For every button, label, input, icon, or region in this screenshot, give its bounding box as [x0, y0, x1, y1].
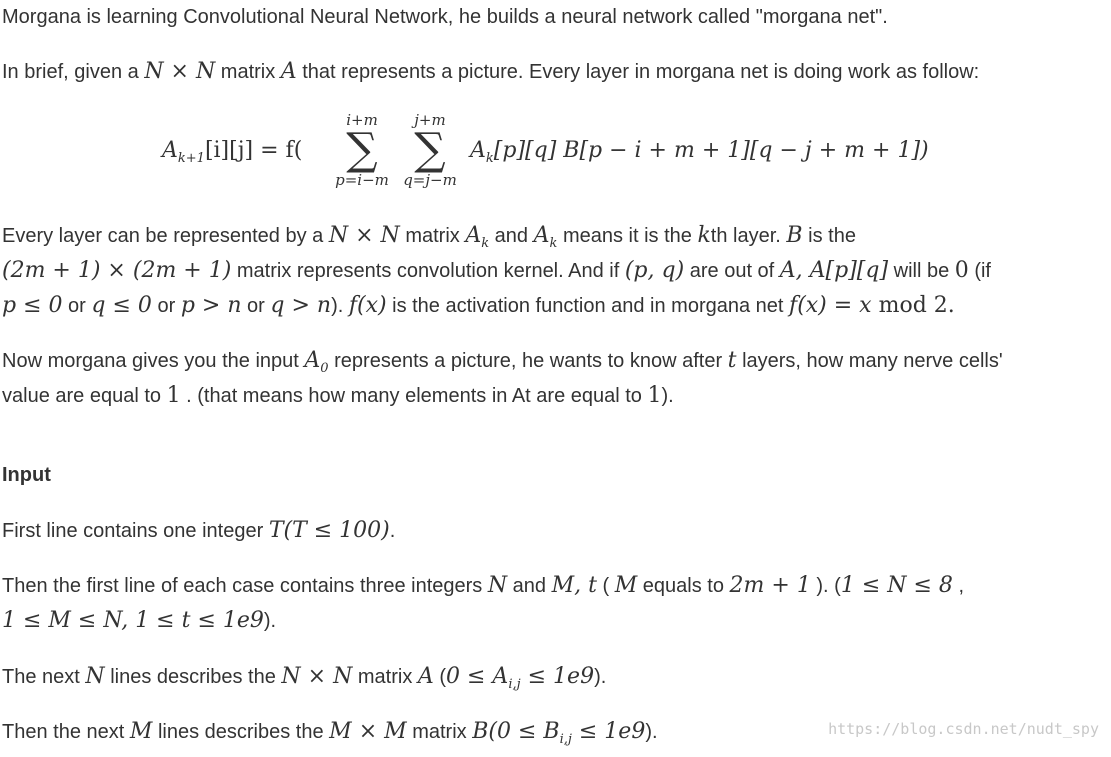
brief-text: In brief, given a N × N matrix A that represents a picture. Every layer in morgana net is doing work as follow:: [2, 59, 980, 84]
sum-j: j+m ∑ q=j−m: [403, 111, 457, 189]
formula-lhs: $A_{k+1}[i][j] = f$(: [162, 138, 303, 166]
sum-i: i+m ∑ p=i−m: [335, 111, 389, 189]
formula-rhs: $A_k[p][q] B[p - i + m + 1][q - j + m + 1]$): [470, 138, 929, 166]
source-watermark: https://blog.csdn.net/nudt_spy: [828, 720, 1099, 738]
goal-line-2: value are equal to 1 . (that means how many elements in At are equal to 1).: [2, 383, 674, 408]
input-heading: Input: [2, 464, 51, 486]
input-line-3: The next N lines describes the N × N matrix A $(0 \le A_{i,j} \le 1e9)$.: [2, 664, 607, 692]
goal-line-1: Now morgana gives you the input $A_0$ represents a picture, he wants to know after t layers, how many nerve cells': [2, 348, 1003, 376]
layer-description-1: Every layer can be represented by a N × N matrix $A_k$ and $A_k$ means it is the kth layer. B is the: [2, 223, 856, 251]
layer-description-3: p ≤ 0 or q ≤ 0 or p > n or q > n). f(x) is the activation function and in morgana net f(x) = x mod 2.: [2, 293, 955, 318]
layer-description-2: (2m + 1) × (2m + 1) matrix represents convolution kernel. And if (p, q) are out of A, A[p][q] will be 0 (if: [2, 258, 991, 283]
input-line-1: First line contains one integer T(T ≤ 100).: [2, 518, 396, 543]
convolution-formula: [162, 112, 962, 196]
intro-text: Morgana is learning Convolutional Neural Network, he builds a neural network called "morgana net".: [2, 6, 888, 28]
input-line-2: Then the first line of each case contains three integers N and M, t ( M equals to 2m + 1 ). (1 ≤ N ≤ 8 ,: [2, 573, 965, 598]
input-line-4: Then the next M lines describes the M × M matrix $B(0 \le B_{i,j} \le 1e9)$.: [2, 719, 658, 747]
input-line-2b: 1 ≤ M ≤ N, 1 ≤ t ≤ 1e9).: [2, 608, 277, 633]
